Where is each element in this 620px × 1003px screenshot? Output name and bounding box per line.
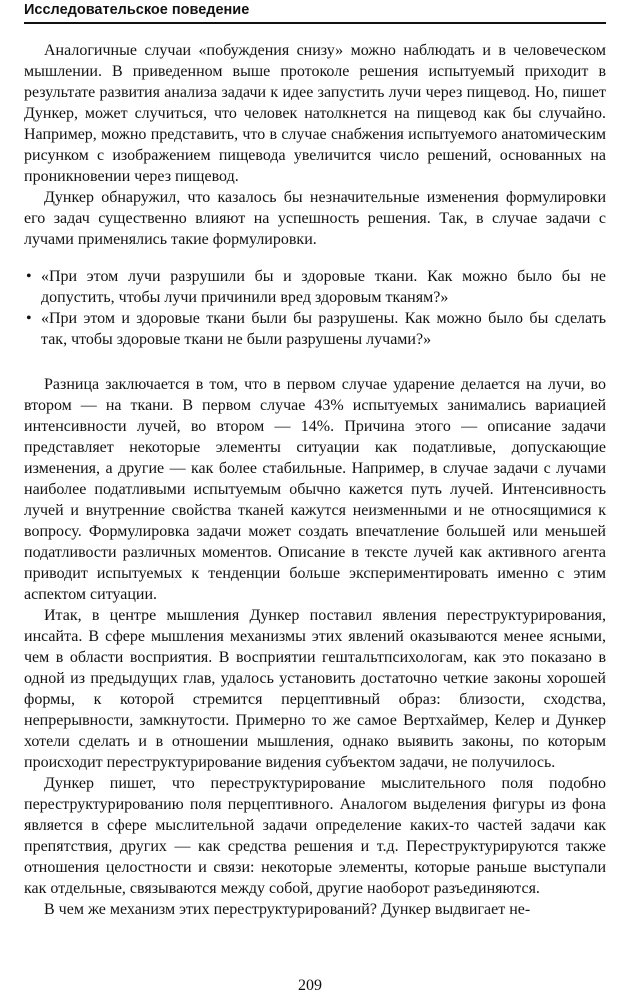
quote-text: «При этом лучи разрушили бы и здоровые ткани. Как можно было бы не допустить, чтобы лучи причинили вред здоровым тканям?» <box>41 268 606 306</box>
bullet-icon: • <box>26 268 32 285</box>
list-item <box>24 266 606 308</box>
page-number: 209 <box>298 977 322 994</box>
running-title: Исследовательское поведение <box>24 0 606 24</box>
paragraph: Итак, в центре мышления Дункер поставил явления переструктурирования, инсайта. В сфере мышления механизмы этих явлений оказываются менее ясными, чем в области восприятия. В восприятии гештальтпсихологам, как это показано в одной из предыдущих глав, удалось установить достаточно четкие законы хорошей формы, к которой стремится перцептивный образ: близости, сходства, непрерывности, замкнутости. Примерно то же самое Вертхаймер, Келер и Дункер хотели сделать и в отношении мышления, однако выявить законы, по которым происходит переструктурирование видения субъектом задачи, не получилось. <box>24 607 606 771</box>
paragraph: Дункер обнаружил, что казалось бы незначительные изменения формулировки его задач существенно влияют на успешность решения. Так, в случае задачи с лучами применялись такие формулировки. <box>24 189 606 248</box>
bullet-icon: • <box>26 310 32 327</box>
paragraph: Разница заключается в том, что в первом случае ударение делается на лучи, во втором — на ткани. В первом случае 43% испытуемых занимались вариацией интенсивности лучей, во втором — 14%. Причина этого — описание задачи представляет некоторые элементы ситуации как податливые, допускающие изменения, а другие — как более стабильные. Например, в случае задачи с лучами наиболее податливыми испытуемым обычно кажется путь лучей. Интенсивность лучей и внутренние свойства тканей кажутся неизменными и не относящимися к вопросу. Формулировка задачи может создать впечатление большей или меньшей податливости различных моментов. Описание в тексте лучей как активного агента приводит испытуемых к тенденции больше экспериментировать именно с этим аспектом ситуации. <box>24 376 606 603</box>
paragraph: В чем же механизм этих переструктурирований? Дункер выдвигает не- <box>44 901 531 918</box>
quote-list <box>24 266 606 350</box>
list-item <box>24 308 606 350</box>
body-text <box>24 40 606 920</box>
paragraph: Дункер пишет, что переструктурирование мыслительного поля подобно переструктурированию поля перцептивного. Аналогом выделения фигуры из фона является в сфере мыслительной задачи определение каких-то частей задачи как препятствия, других — как средства решения и т.д. Переструктурируются также отношения целостности и связи: некоторые элементы, которые раньше выступали как отдельные, связываются между собой, другие наоборот разъединяются. <box>24 775 606 897</box>
paragraph: Аналогичные случаи «побуждения снизу» можно наблюдать и в человеческом мышлении. В приведенном выше протоколе решения испытуемый приходит в результате развития анализа задачи к идее запустить лучи через пищевод. Но, пишет Дункер, может случиться, что человек натолкнется на пищевод как бы случайно. Например, можно представить, что в случае снабжения испытуемого анатомическим рисунком с изображением пищевода увеличится число решений, основанных на проникновении через пищевод. <box>24 42 606 185</box>
quote-text: «При этом и здоровые ткани были бы разрушены. Как можно было бы сделать так, чтобы здоровые ткани не были разрушены лучами?» <box>41 310 606 348</box>
